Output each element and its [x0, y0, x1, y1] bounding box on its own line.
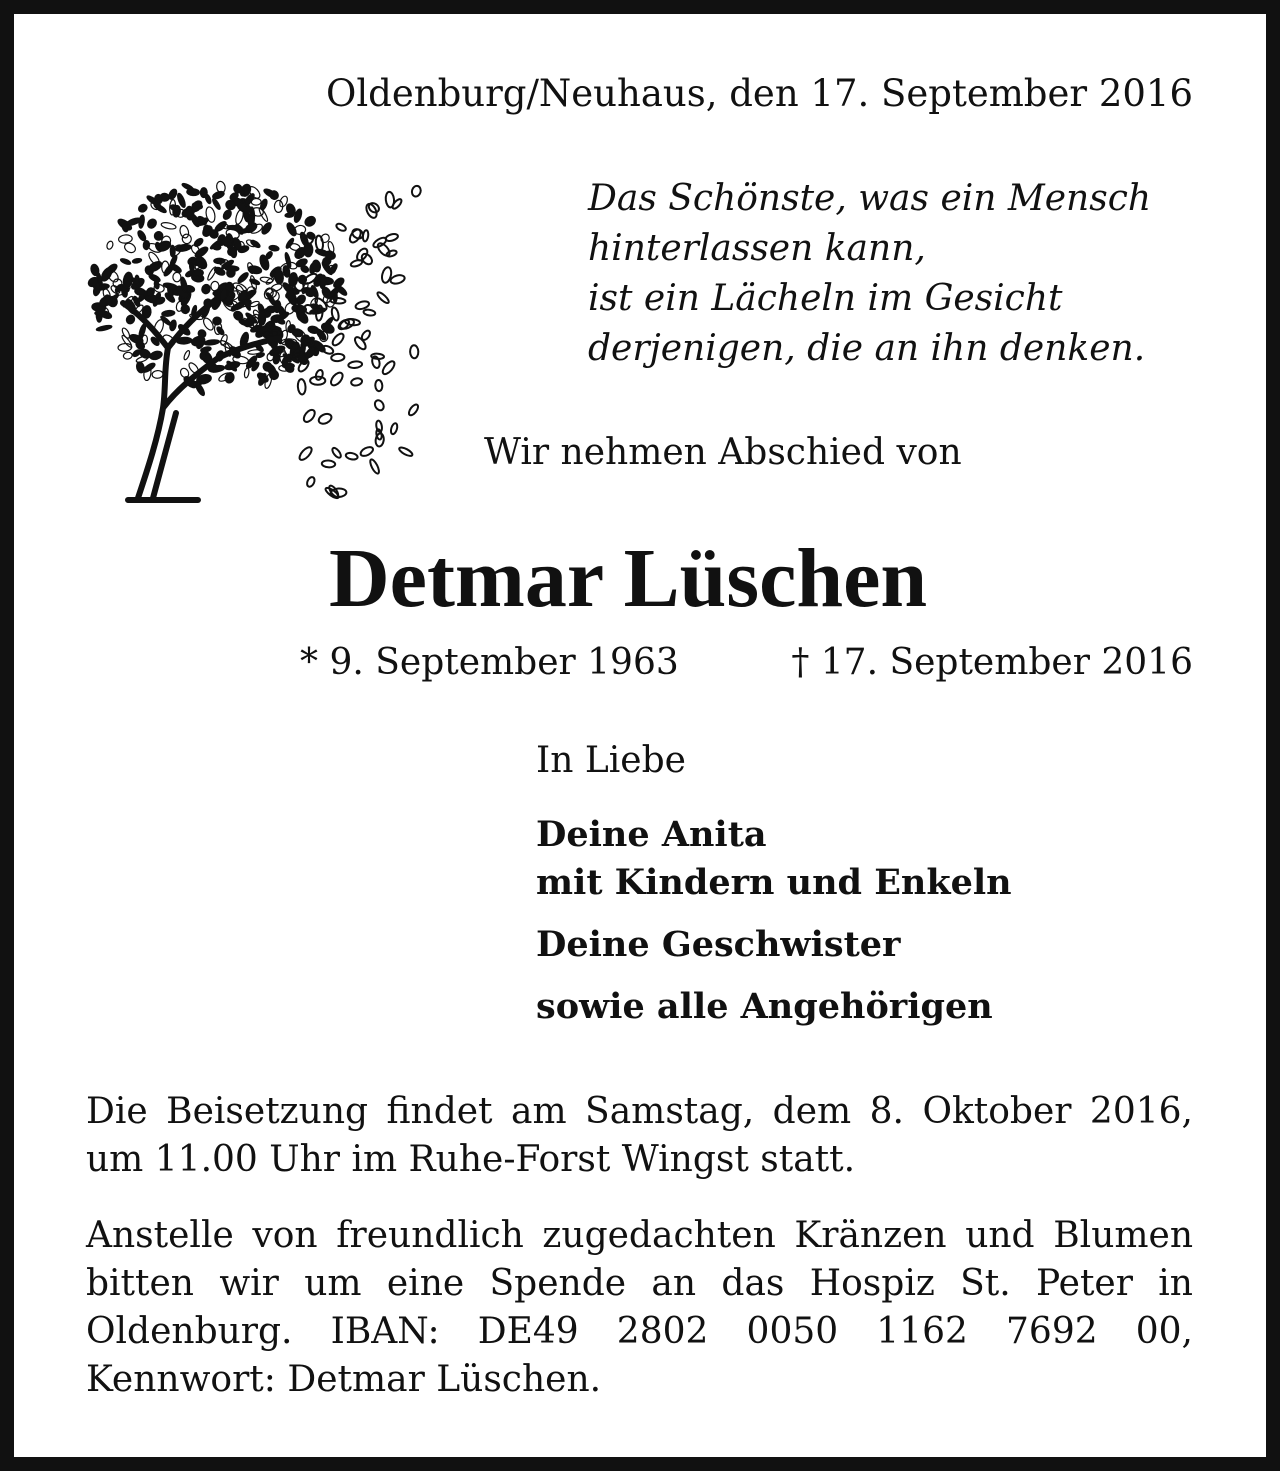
falling-leaf — [350, 377, 362, 386]
falling-leaf — [331, 353, 345, 361]
leaf — [163, 282, 178, 290]
signature-line: Deine Anita — [536, 814, 767, 855]
memorial-quote — [588, 174, 1151, 374]
leaf — [135, 275, 140, 285]
closing-line: In Liebe — [536, 740, 686, 781]
falling-leaf — [385, 191, 395, 207]
falling-leaf — [360, 329, 371, 341]
falling-leaf — [315, 369, 324, 381]
leaf — [248, 215, 254, 227]
birth-date: * 9. September 1963 — [300, 642, 679, 683]
signature-line: Deine Geschwister — [536, 924, 901, 965]
leaf — [285, 221, 298, 237]
leaf — [169, 319, 177, 331]
falling-leaf — [410, 345, 419, 358]
falling-leaf — [353, 335, 368, 351]
falling-leaf — [376, 291, 390, 305]
falling-leaf — [331, 447, 343, 460]
leaf — [212, 317, 221, 326]
falling-leaf — [373, 399, 385, 412]
donation-info: Anstelle von freundlich zugedachten Kränzen und Blumen bitten wir um eine Spende an das Hospiz St. Peter in Oldenburg. IBAN: DE49 2802 0050 1162 7692 00, Kennwort: Detmar Lüschen. — [86, 1215, 1193, 1400]
leaf — [203, 339, 219, 346]
leaf — [249, 278, 260, 286]
leaf — [153, 230, 165, 242]
falling-leaf — [329, 371, 345, 388]
falling-leaf — [321, 344, 335, 355]
leaf — [146, 217, 158, 229]
falling-leaf — [317, 412, 333, 426]
leaf — [266, 306, 275, 313]
quote-line: ist ein Lächeln im Gesicht — [588, 278, 1063, 319]
leaf — [147, 260, 163, 274]
leaf — [155, 239, 172, 253]
leaf — [161, 222, 177, 231]
leaf — [90, 263, 100, 276]
falling-leaf — [345, 452, 358, 461]
quote-line: Das Schönste, was ein Mensch — [588, 178, 1152, 219]
leaf — [136, 229, 147, 242]
falling-leaf — [298, 445, 314, 462]
leaf — [137, 203, 148, 214]
leaf — [222, 209, 233, 221]
leaf — [201, 283, 212, 294]
leaf — [162, 310, 176, 317]
falling-leaf — [398, 446, 413, 458]
leaf — [134, 287, 146, 297]
falling-leaf — [411, 185, 422, 198]
falling-leaf — [335, 222, 347, 232]
leaf — [193, 237, 204, 248]
falling-leaf — [369, 458, 381, 474]
falling-leaf — [376, 241, 392, 258]
falling-leaf — [381, 359, 397, 376]
falling-leaf — [386, 249, 397, 257]
falling-leaf — [297, 379, 306, 395]
leaf — [152, 370, 164, 378]
leaf — [118, 234, 132, 244]
falling-leaf — [302, 408, 317, 424]
signature-line: sowie alle Angehörigen — [536, 986, 993, 1027]
leaf — [149, 350, 163, 361]
leaf — [132, 258, 142, 264]
leaf — [120, 258, 132, 266]
falling-leaf — [407, 403, 420, 417]
signature-line: mit Kindern und Enkeln — [536, 862, 1012, 903]
leaf — [260, 221, 273, 235]
leaf — [96, 324, 112, 331]
quote-line: derjenigen, die an ihn denken. — [588, 328, 1146, 369]
leaf — [269, 245, 280, 252]
leaf — [95, 311, 108, 316]
death-date: † 17. September 2016 — [791, 642, 1193, 683]
leaf — [212, 243, 222, 250]
leaf — [179, 225, 190, 239]
deceased-name: Detmar Lüschen — [329, 532, 928, 625]
falling-leaf — [363, 309, 376, 316]
falling-leaf — [375, 380, 383, 392]
leaf — [204, 193, 212, 204]
place-date-line: Oldenburg/Neuhaus, den 17. September 2016 — [325, 72, 1193, 115]
falling-leaf — [348, 361, 362, 369]
falling-leaf — [385, 233, 399, 242]
burial-info: Die Beisetzung findet am Samstag, dem 8. Oktober 2016, um 11.00 Uhr im Ruhe-Forst Wingst statt. — [86, 1091, 1193, 1180]
falling-leaf — [330, 297, 346, 303]
falling-leaf — [322, 460, 336, 468]
leaf — [135, 361, 145, 373]
falling-leaf — [390, 423, 399, 435]
leaf — [147, 251, 161, 267]
leaf — [106, 240, 114, 250]
leaf — [307, 325, 319, 334]
falling-leaf — [306, 476, 316, 488]
leaf — [194, 269, 204, 276]
farewell-line: Wir nehmen Abschied von — [484, 432, 962, 473]
leaf — [244, 368, 250, 378]
leaf — [183, 350, 191, 361]
leaf — [248, 265, 263, 275]
leaf — [182, 233, 192, 244]
wind-blown-tree-icon — [68, 138, 428, 508]
falling-leaf — [331, 332, 346, 347]
leaf — [143, 240, 150, 249]
leaf — [187, 188, 200, 196]
leaf — [123, 352, 133, 360]
leaf — [237, 271, 250, 284]
leaf — [304, 346, 317, 360]
falling-leaf — [359, 445, 374, 457]
leaf — [132, 349, 142, 358]
leaf — [303, 215, 317, 229]
quote-line: hinterlassen kann, — [588, 228, 926, 269]
falling-leaf — [390, 274, 406, 285]
leaf — [200, 351, 207, 360]
leaf — [173, 272, 181, 281]
